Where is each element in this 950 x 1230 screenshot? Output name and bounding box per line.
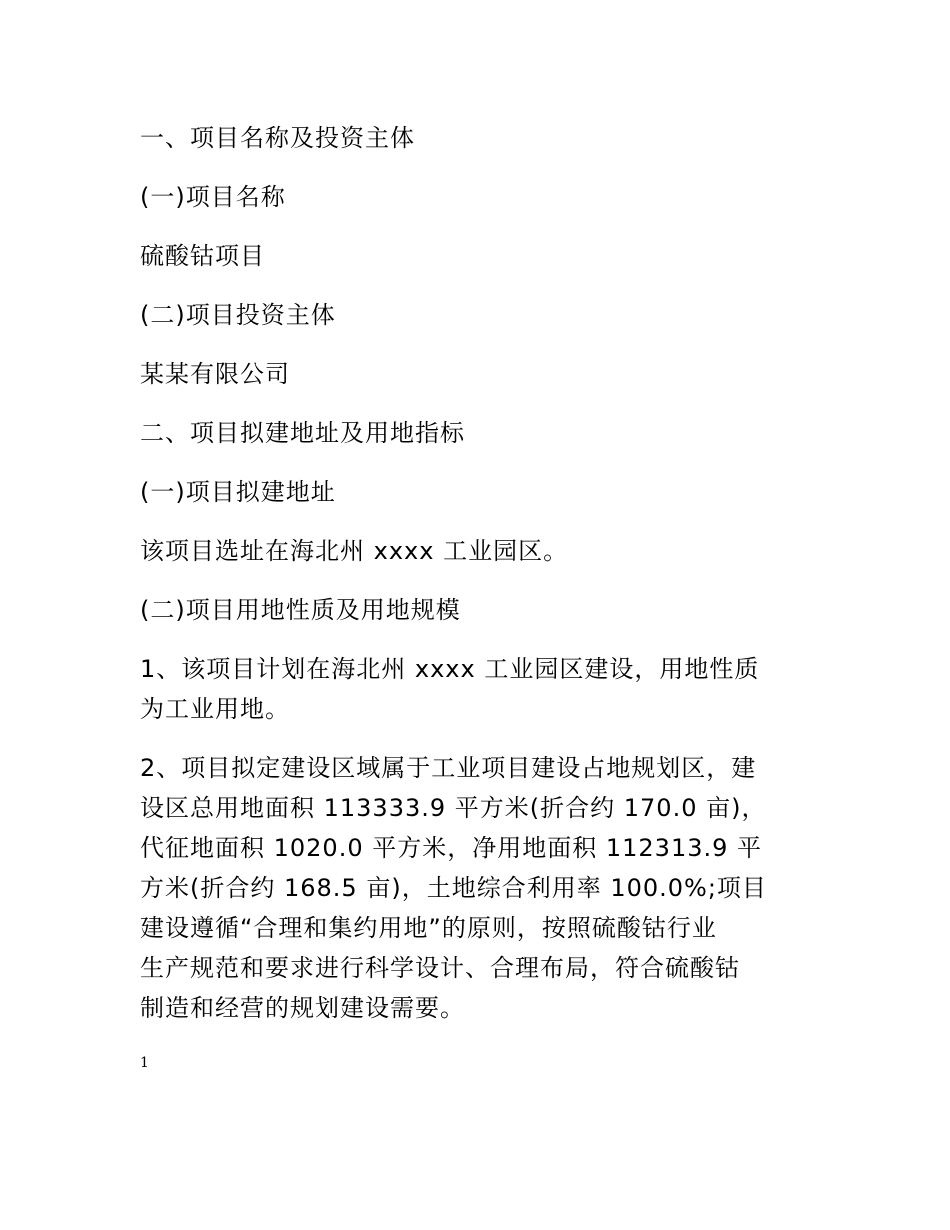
paragraph-line: 制造和经营的规划建设需要。: [140, 994, 465, 1022]
subsection-heading: (二)项目用地性质及用地规模: [140, 596, 461, 624]
subsection-heading: (二)项目投资主体: [140, 301, 336, 329]
paragraph-line: 建设遵循“合理和集约用地”的原则，按照硫酸钴行业: [140, 914, 717, 942]
paragraph-land-use: [140, 649, 810, 729]
paragraph-line: 2、项目拟定建设区域属于工业项目建设占地规划区，建: [140, 754, 757, 782]
body-text: 该项目选址在海北州 xxxx 工业园区。: [140, 537, 569, 565]
paragraph-line: 为工业用地。: [140, 695, 290, 723]
paragraph-land-scale: [140, 748, 810, 1028]
document-body: [140, 118, 810, 1047]
paragraph-line: 生产规范和要求进行科学设计、合理布局，符合硫酸钴: [140, 954, 740, 982]
subsection-heading: (一)项目名称: [140, 183, 286, 211]
paragraph-line: 代征地面积 1020.0 平方米，净用地面积 112313.9 平: [140, 834, 763, 862]
body-text: 某某有限公司: [140, 360, 290, 388]
page-number: 1: [140, 1055, 149, 1071]
subsection-heading: (一)项目拟建地址: [140, 478, 336, 506]
paragraph-line: 设区总用地面积 113333.9 平方米(折合约 170.0 亩)，: [140, 794, 767, 822]
body-text: 硫酸钴项目: [140, 242, 265, 270]
section-heading: 一、项目名称及投资主体: [140, 124, 415, 152]
section-heading: 二、项目拟建地址及用地指标: [140, 419, 465, 447]
paragraph-line: 1、该项目计划在海北州 xxxx 工业园区建设，用地性质: [140, 655, 760, 683]
paragraph-line: 方米(折合约 168.5 亩)，土地综合利用率 100.0%;项目: [140, 874, 767, 902]
